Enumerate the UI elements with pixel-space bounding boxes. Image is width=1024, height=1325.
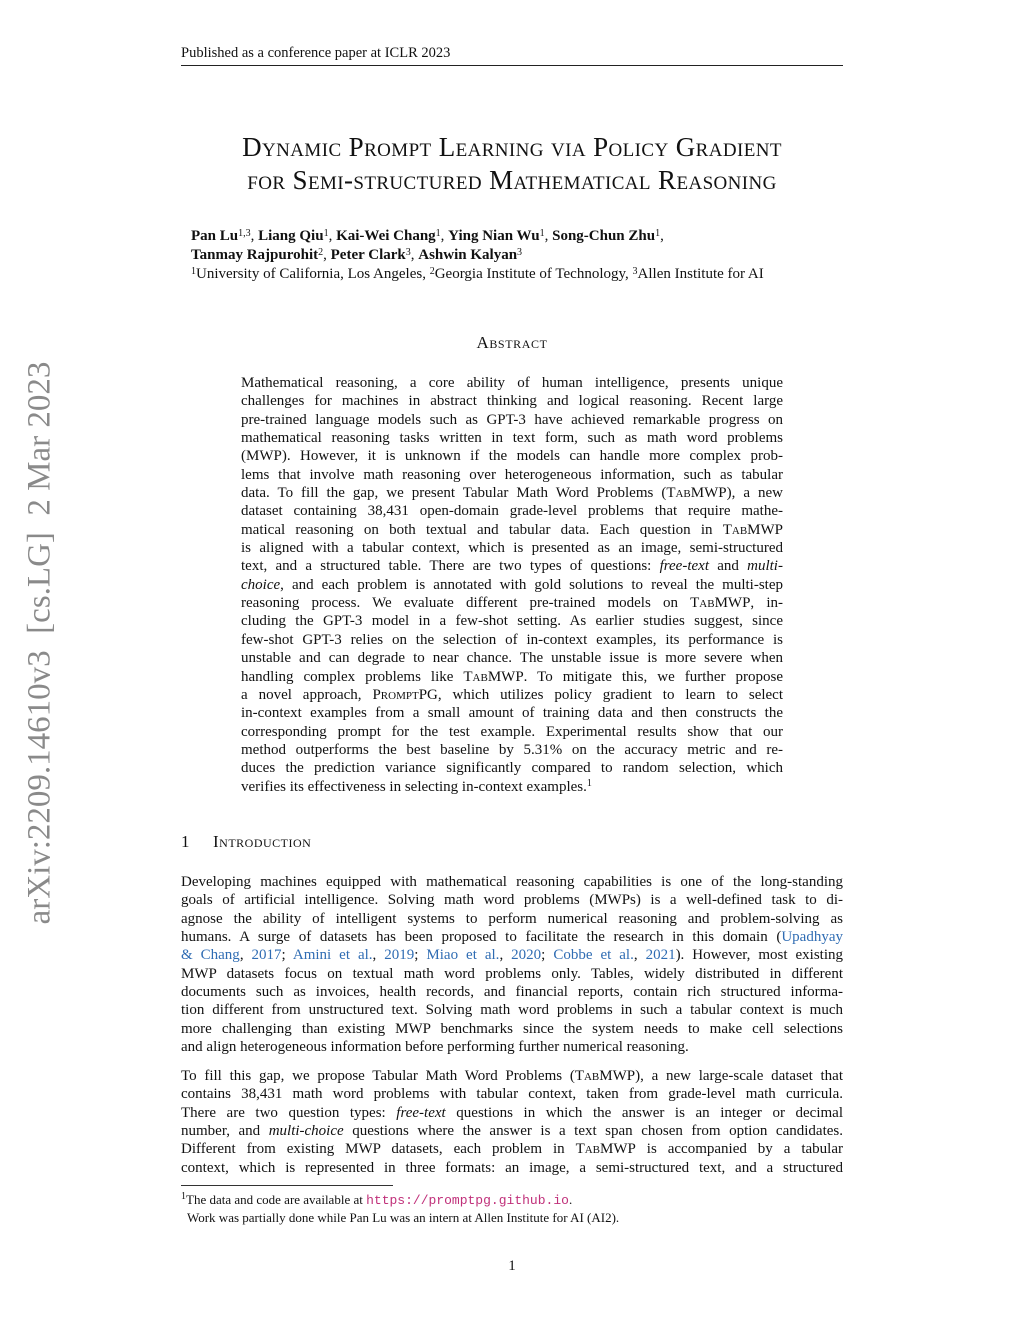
text-run: Georgia Institute of Technology, (434, 266, 633, 282)
text-line (241, 521, 783, 539)
text-line (241, 374, 783, 392)
text-run: contains 38,431 math word problems with tabular context, taken from grade-level math curricula. (181, 1086, 843, 1103)
header-rule (181, 65, 843, 66)
text-run: , (323, 247, 331, 263)
text-line (181, 1067, 843, 1085)
text-line (241, 557, 783, 575)
author-name: Tanmay Rajpurohit (191, 247, 319, 263)
text-run: goals of artificial intelligence. Solving math word problems (MWPs) is a well-defined task to di- (181, 892, 843, 909)
text-run: There are two question types: (181, 1104, 397, 1121)
superscript: 1 (539, 228, 545, 239)
text-line (181, 965, 843, 983)
text-run: , (250, 228, 259, 244)
text-run: ). However, most existing (675, 947, 844, 964)
intro-paragraph (181, 1067, 843, 1177)
footnote-rule (181, 1185, 393, 1186)
text-run: , (660, 228, 664, 244)
section-number: 1 (181, 832, 190, 851)
citation-link[interactable]: 2019 (384, 947, 415, 964)
title-line: for Semi-structured Mathematical Reasoning (247, 165, 777, 195)
author-line (191, 227, 764, 246)
text-run: . To mitigate this, we further propose (523, 668, 783, 685)
citation-link[interactable]: Cobbe et al. (553, 947, 634, 964)
text-run: lems that involve math reasoning over heterogeneous information, such as tabular (241, 466, 783, 483)
text-line (181, 1122, 843, 1140)
text-line (181, 928, 843, 946)
footnote-mark: 1 (181, 1191, 186, 1202)
superscript: 1,3 (238, 228, 251, 239)
text-line (241, 686, 783, 704)
text-run: agnose the ability of intelligent systems to perform numerical reasoning and problem-solving as (181, 910, 843, 927)
text-run: ), a new (726, 485, 783, 502)
text-run: challenges for machines in abstract thinking and logical reasoning. Recent large (241, 393, 783, 410)
text-line (241, 612, 783, 630)
superscript: 1 (435, 228, 441, 239)
citation-link[interactable]: 2021 (645, 947, 676, 964)
text-line (241, 539, 783, 557)
text-run: Developing machines equipped with mathematical reasoning capabilities is one of the long-standing (181, 874, 843, 890)
text-run: data. To fill the gap, we present Tabular Math Word Problems ( (241, 485, 667, 502)
text-line (181, 1159, 843, 1177)
small-caps-term: TabMWP (575, 1141, 636, 1158)
footnote-1 (181, 1191, 572, 1209)
text-run: University of California, Los Angeles, (196, 266, 430, 282)
small-caps-term: TabMWP (690, 595, 751, 612)
italic-term: multi-choice (268, 1123, 344, 1140)
small-caps-term: TabMWP (666, 485, 727, 502)
superscript: 1 (655, 228, 661, 239)
abstract-body (241, 374, 783, 796)
text-run: MWP datasets focus on textual math word problems only. Tables, widely distributed in different (181, 965, 843, 982)
text-run: ; (541, 947, 554, 964)
author-block (191, 227, 764, 284)
text-line (241, 704, 783, 722)
text-run: corresponding prompt for the test example. Experimental results show that our (241, 723, 783, 740)
text-run: more challenging than existing MWP benchmarks since the system needs to make cell selections (181, 1020, 843, 1037)
text-run: unstable and can degrade to near chance. The unstable issue is more severe when (241, 650, 783, 667)
text-run: is accompanied by a tabular (635, 1141, 843, 1158)
text-line (181, 1020, 843, 1038)
text-run: , (410, 247, 419, 263)
text-run: , (328, 228, 337, 244)
text-run: Different from existing MWP datasets, each problem in (181, 1141, 576, 1158)
text-line (241, 594, 783, 612)
text-run: ), a new large-scale dataset that (635, 1068, 843, 1084)
citation-link[interactable]: Upadhyay (781, 929, 843, 946)
author-name: Pan Lu (191, 228, 239, 244)
superscript: 1 (586, 777, 592, 789)
text-line (241, 631, 783, 649)
text-run: ; (281, 947, 293, 964)
superscript: 1 (191, 266, 196, 277)
text-line (181, 891, 843, 909)
text-run: documents such as invoices, health records, and financial reports, contain rich structured informa- (181, 984, 843, 1001)
citation-link[interactable]: & Chang (181, 947, 240, 964)
text-line (241, 778, 783, 796)
text-line (241, 429, 783, 447)
text-line (181, 873, 843, 891)
text-run: cluding the GPT-3 model in a few-shot setting. As earlier studies suggest, since (241, 613, 783, 630)
text-line (241, 484, 783, 502)
text-line (181, 983, 843, 1001)
page-number: 1 (508, 1258, 516, 1274)
citation-link[interactable]: 2020 (511, 947, 542, 964)
text-run: questions where the answer is a text span chosen from option candidates. (343, 1123, 843, 1140)
text-line (241, 741, 783, 759)
text-run: text, and a structured table. There are two types of questions: (241, 558, 660, 575)
text-run: , (239, 947, 252, 964)
text-line (181, 1001, 843, 1019)
section-heading (181, 832, 311, 852)
author-name: Liang Qiu (258, 228, 324, 244)
author-name: Ying Nian Wu (448, 228, 540, 244)
text-run: , and each problem is annotated with gold solutions to reveal the multi-step (280, 576, 783, 593)
text-run: and (709, 558, 748, 575)
text-line (241, 392, 783, 410)
superscript: 3 (517, 247, 523, 258)
footnote-note: Work was partially done while Pan Lu was an intern at Allen Institute for AI (AI2). (187, 1210, 620, 1225)
text-run: is aligned with a tabular context, which is presented as an image, semi-structured (241, 540, 783, 557)
abstract-heading: Abstract (476, 333, 548, 352)
author-name: Peter Clark (330, 247, 406, 263)
small-caps-term: TabMWP (463, 668, 524, 685)
text-run: mathematical reasoning tasks written in text form, such as math word problems (241, 430, 783, 447)
text-run: , (372, 947, 385, 964)
text-run: context, which is represented in three formats: an image, a semi-structured text, and a structured (181, 1159, 843, 1176)
title-line: Dynamic Prompt Learning via Policy Gradient (242, 132, 782, 162)
superscript: 2 (429, 266, 435, 277)
text-line (241, 723, 783, 741)
superscript: 1 (323, 228, 329, 239)
text-line (241, 649, 783, 667)
text-line (181, 1085, 843, 1103)
section-title: Introduction (213, 832, 312, 851)
text-run: number, and (181, 1123, 269, 1140)
superscript: 3 (632, 266, 638, 277)
text-run: matical reasoning on both textual and tabular data. Each question in (241, 521, 723, 538)
text-run: , (544, 228, 553, 244)
text-run: pre-trained language models such as GPT-3 have achieved remarkable progress on (241, 411, 783, 428)
text-line (241, 668, 783, 686)
text-run: ; (414, 947, 427, 964)
text-run: , (440, 228, 449, 244)
text-run: reasoning process. We evaluate different pre-trained models on (241, 595, 691, 612)
running-header: Published as a conference paper at ICLR 2023 (181, 45, 451, 61)
footnote-url-link[interactable]: https://promptpg.github.io (366, 1193, 569, 1208)
italic-term: free-text (396, 1104, 446, 1121)
text-run: verifies its effectiveness in selecting in-context examples. (241, 778, 587, 795)
text-run: method outperforms the best baseline by 5.31% on the accuracy metric and re- (241, 741, 783, 758)
superscript: 3 (405, 247, 411, 258)
text-run: To fill this gap, we propose Tabular Math Word Problems ( (181, 1068, 575, 1084)
italic-term: free-text (659, 558, 709, 575)
text-line (241, 411, 783, 429)
text-line (241, 447, 783, 465)
text-run: and align heterogeneous information before performing further numerical reasoning. (181, 1039, 689, 1056)
text-run: humans. A surge of datasets has been proposed to facilitate the research in this domain ( (181, 929, 782, 946)
text-line (181, 910, 843, 928)
arxiv-stamp: arXiv:2209.14610v3 [cs.LG] 2 Mar 2023 (21, 361, 58, 925)
citation-link[interactable]: Amini et al. (292, 947, 373, 964)
text-run: (MWP). However, it is unknown if the models can handle more complex prob- (241, 448, 783, 465)
intro-paragraph (181, 873, 843, 1056)
text-run: dataset containing 38,431 open-domain grade-level problems that require mathe- (241, 503, 783, 520)
footnote-text: The data and code are available at (186, 1192, 367, 1207)
small-caps-term: PromptPG (372, 686, 438, 703)
text-line (181, 1038, 843, 1056)
text-run: in-context examples from a small amount of training data and then constructs the (241, 705, 783, 722)
author-line (191, 246, 764, 265)
affiliation-line (191, 265, 764, 284)
citation-link[interactable]: 2017 (251, 947, 282, 964)
author-name: Ashwin Kalyan (418, 247, 518, 263)
text-run: a novel approach, (241, 686, 373, 703)
text-run: duces the prediction variance significantly compared to random selection, which (241, 760, 783, 777)
text-line (181, 946, 843, 964)
small-caps-term: TabMWP (722, 521, 783, 538)
text-run: Allen Institute for AI (637, 266, 764, 282)
citation-link[interactable]: Miao et al. (426, 947, 500, 964)
author-name: Song-Chun Zhu (552, 228, 656, 244)
italic-term: multi- (747, 558, 783, 575)
text-line (241, 502, 783, 520)
text-line (241, 759, 783, 777)
italic-term: choice (241, 576, 281, 593)
text-line (241, 576, 783, 594)
text-run: Mathematical reasoning, a core ability of human intelligence, presents unique (241, 375, 783, 391)
text-line (181, 1140, 843, 1158)
paper-title (181, 131, 843, 197)
text-run: , (499, 947, 512, 964)
text-run: handling complex problems like (241, 668, 464, 685)
text-run: , which utilizes policy gradient to learn to select (437, 686, 784, 703)
superscript: 2 (318, 247, 324, 258)
text-run: , in- (750, 595, 783, 612)
text-run: tion different from unstructured text. Solving math word problems in such a tabular context is much (181, 1002, 843, 1019)
text-run: , (633, 947, 646, 964)
text-line (241, 466, 783, 484)
footnote-end: . (568, 1192, 573, 1207)
text-run: few-shot GPT-3 relies on the selection of in-context examples, its performance is (241, 631, 783, 648)
small-caps-term: TabMWP (574, 1068, 636, 1084)
text-run: questions in which the answer is an integer or decimal (445, 1104, 843, 1121)
text-line (181, 1104, 843, 1122)
author-name: Kai-Wei Chang (336, 228, 436, 244)
